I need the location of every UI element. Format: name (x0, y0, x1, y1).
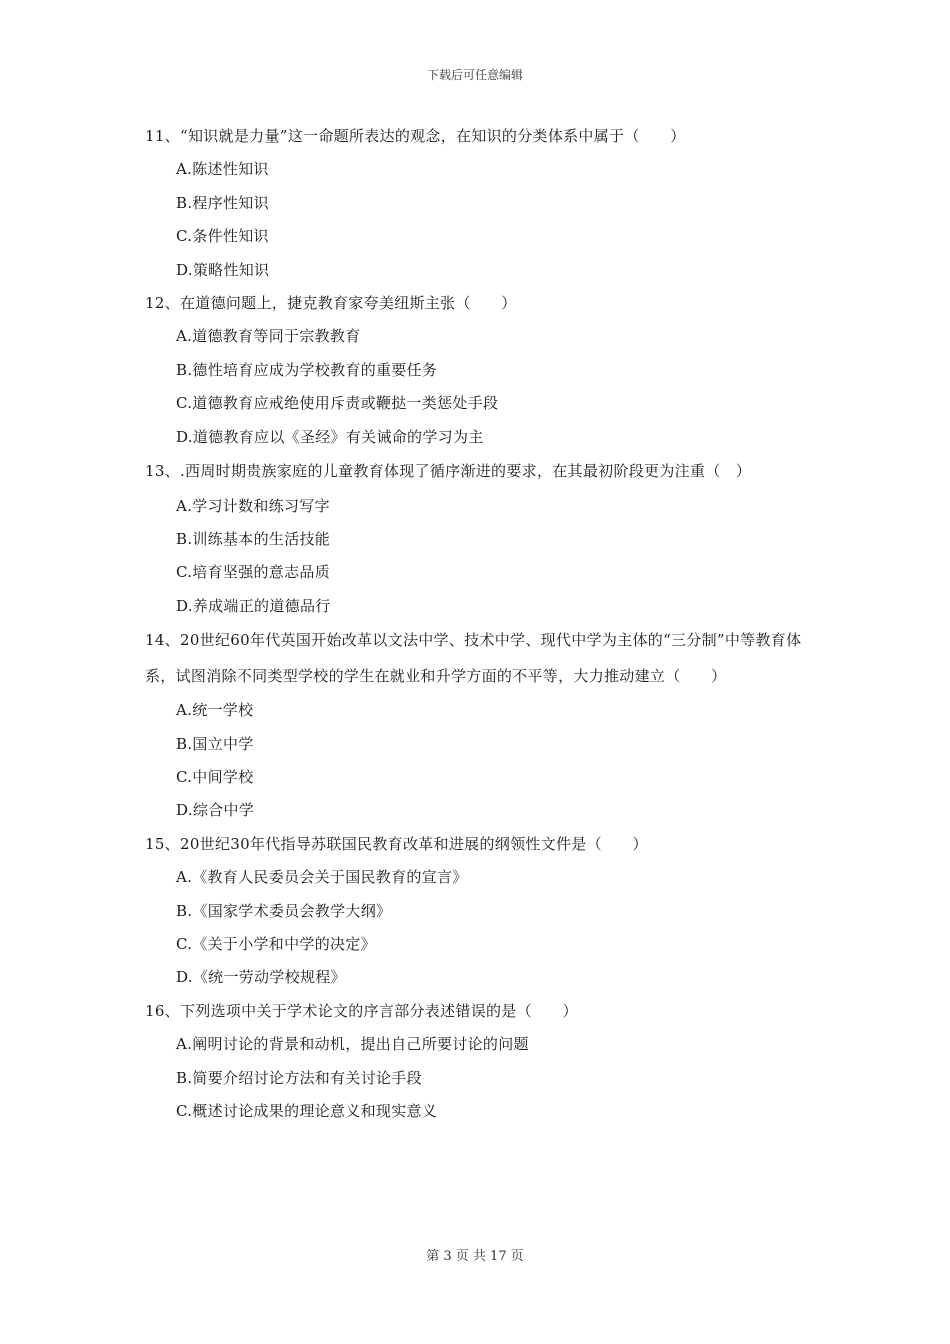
option-c: C.概述讨论成果的理论意义和现实意义 (176, 1102, 438, 1121)
option-d: D.养成端正的道德品行 (176, 596, 331, 615)
question-stem: 11、“知识就是力量”这一命题所表达的观念，在知识的分类体系中属于（ ） (145, 127, 686, 145)
option-a: A.道德教育等同于宗教教育 (176, 327, 361, 346)
page-header: 下载后可任意编辑 (426, 68, 523, 82)
option-c: C.条件性知识 (176, 227, 269, 246)
option-a: A.陈述性知识 (176, 160, 269, 179)
option-d: D.综合中学 (176, 801, 255, 820)
option-c: C.道德教育应戒绝使用斥责或鞭挞一类惩处手段 (176, 394, 499, 413)
option-c: C.中间学校 (176, 768, 254, 786)
question-stem: 16、下列选项中关于学术论文的序言部分表述错误的是（ ） (145, 1001, 578, 1020)
option-c: C.培育坚强的意志品质 (176, 563, 331, 582)
question-list (145, 120, 815, 1128)
option-c: C.《关于小学和中学的决定》 (176, 935, 376, 954)
question-12 (145, 287, 815, 454)
option-a: A.《教育人民委员会关于国民教育的宣言》 (176, 868, 468, 887)
option-b: B.国立中学 (176, 734, 254, 753)
question-stem: 15、20世纪30年代指导苏联国民教育改革和进展的纲领性文件是（ ） (145, 834, 648, 853)
option-a: A.统一学校 (176, 701, 254, 720)
option-b: B.《国家学术委员会教学大纲》 (176, 901, 392, 920)
option-d: D.道德教育应以《圣经》有关诫命的学习为主 (176, 427, 484, 446)
question-13 (145, 454, 815, 623)
option-a: A.阐明讨论的背景和动机，提出自己所要讨论的问题 (176, 1035, 529, 1054)
option-a: A.学习计数和练习写字 (176, 496, 330, 515)
question-stem: 13、.西周时期贵族家庭的儿童教育体现了循序渐进的要求，在其最初阶段更为注重（ ） (145, 462, 752, 481)
question-16 (145, 995, 815, 1129)
option-b: B.德性培育应成为学校教育的重要任务 (176, 360, 438, 379)
option-b: B.训练基本的生活技能 (176, 529, 331, 548)
option-d: D.策略性知识 (176, 260, 270, 279)
question-stem: 12、在道德问题上，捷克教育家夸美纽斯主张（ ） (145, 294, 517, 313)
question-11 (145, 120, 815, 287)
option-b: B.程序性知识 (176, 193, 269, 212)
page-footer: 第 3 页 共 17 页 (426, 1249, 524, 1264)
question-15 (145, 828, 815, 995)
option-b: B.简要介绍讨论方法和有关讨论手段 (176, 1068, 422, 1087)
question-14 (145, 623, 815, 828)
question-stem: 14、20世纪60年代英国开始改革以文法中学、技术中学、现代中学为主体的“三分制”中等教育体系，试图消除不同类型学校的学生在就业和升学方面的不平等，大力推动建立（ ） (145, 631, 802, 685)
option-d: D.《统一劳动学校规程》 (176, 968, 346, 987)
